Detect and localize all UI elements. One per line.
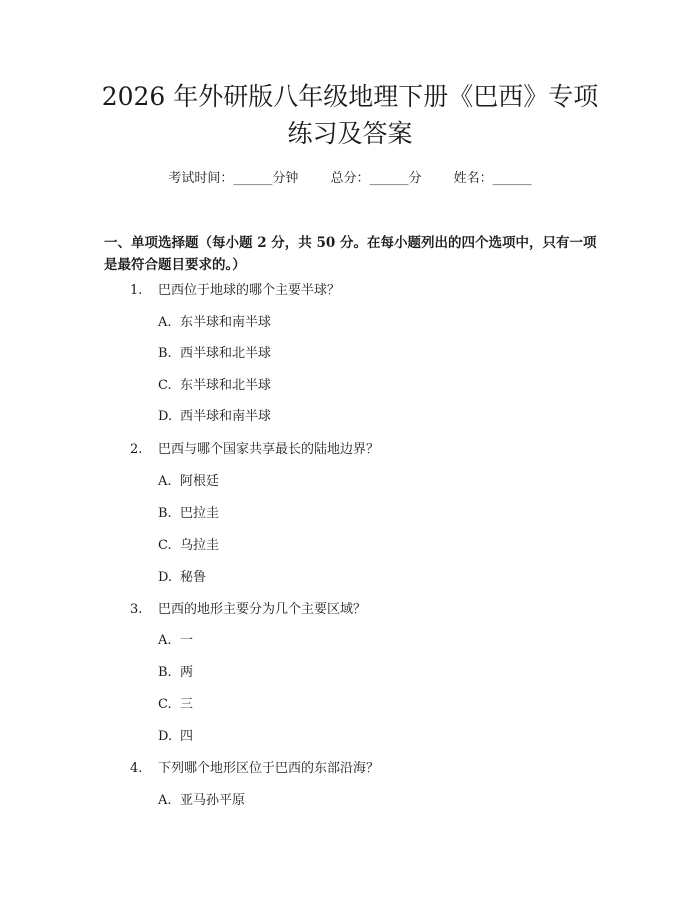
exam-info-row: [0, 170, 700, 188]
option-letter: D.: [158, 570, 173, 585]
answer-option: [158, 569, 206, 587]
answer-option: [158, 792, 245, 810]
question-number: 3.: [130, 602, 143, 617]
answer-option: [158, 408, 271, 426]
question-text: 巴西的地形主要分为几个主要区域？: [158, 602, 367, 617]
question-text: 巴西与哪个国家共享最长的陆地边界？: [158, 442, 380, 457]
question-number: 1.: [130, 283, 143, 298]
answer-option: [158, 345, 271, 363]
question-text: 巴西位于地球的哪个主要半球？: [158, 283, 341, 298]
option-text: 西半球和南半球: [180, 409, 272, 424]
option-text: 亚马孙平原: [180, 793, 246, 808]
option-letter: A.: [158, 793, 172, 808]
answer-option: [158, 537, 219, 555]
option-letter: D.: [158, 409, 173, 424]
option-text: 巴拉圭: [180, 506, 220, 521]
answer-option: [158, 664, 193, 682]
option-letter: C.: [158, 697, 172, 712]
title-line-2: 练习及答案: [287, 119, 413, 148]
option-text: 两: [180, 665, 194, 680]
option-letter: A.: [158, 315, 172, 330]
answer-option: [158, 377, 271, 395]
option-letter: B.: [158, 506, 172, 521]
option-letter: A.: [158, 474, 172, 489]
answer-option: [158, 632, 193, 650]
option-text: 西半球和北半球: [180, 346, 272, 361]
option-text: 秘鲁: [180, 570, 207, 585]
option-text: 三: [180, 697, 194, 712]
option-letter: D.: [158, 729, 173, 744]
option-letter: B.: [158, 665, 172, 680]
answer-option: [158, 473, 219, 491]
question-stem: [130, 760, 379, 778]
answer-option: [158, 696, 193, 714]
option-text: 乌拉圭: [180, 538, 220, 553]
question-number: 4.: [130, 761, 143, 776]
answer-option: [158, 505, 219, 523]
option-letter: C.: [158, 538, 172, 553]
question-stem: [130, 601, 366, 619]
question-stem: [130, 441, 379, 459]
answer-option: [158, 728, 193, 746]
option-letter: C.: [158, 378, 172, 393]
option-letter: A.: [158, 633, 172, 648]
option-text: 阿根廷: [180, 474, 220, 489]
question-number: 2.: [130, 442, 143, 457]
section-heading: 一、单项选择题（每小题 2 分，共 50 分。在每小题列出的四个选项中，只有一项是最符合题目要求的。）: [104, 235, 597, 273]
option-text: 东半球和南半球: [180, 315, 272, 330]
question-stem: [130, 282, 340, 300]
option-text: 四: [180, 729, 194, 744]
answer-option: [158, 314, 271, 332]
question-text: 下列哪个地形区位于巴西的东部沿海？: [158, 761, 380, 776]
document-title: [60, 78, 640, 152]
exam-time-field: 考试时间：______分钟: [168, 171, 299, 186]
student-name-field: 姓名：______: [453, 171, 532, 186]
title-line-1: 2026 年外研版八年级地理下册《巴西》专项: [101, 82, 599, 111]
option-text: 东半球和北半球: [180, 378, 272, 393]
option-text: 一: [180, 633, 194, 648]
option-letter: B.: [158, 346, 172, 361]
total-score-field: 总分：______分: [330, 171, 422, 186]
